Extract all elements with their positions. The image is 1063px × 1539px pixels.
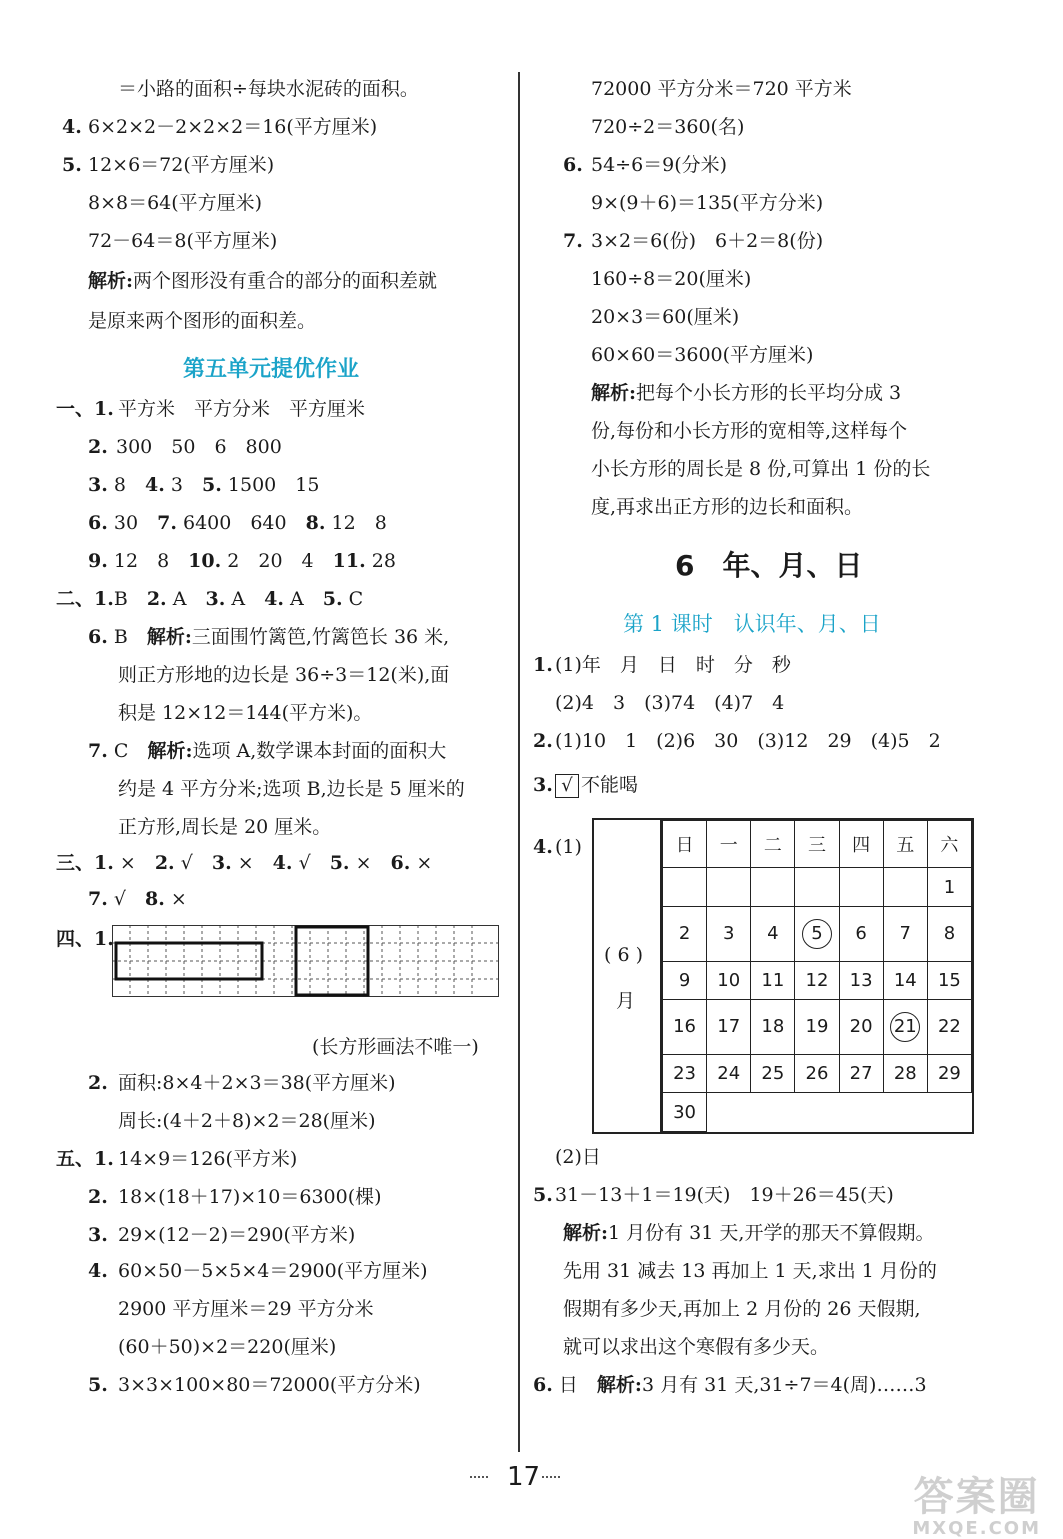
weekday-header: 六 [927,821,971,868]
weekday-header: 五 [883,821,927,868]
item-number: 2. [88,436,108,458]
answer: 30 [113,512,139,534]
calendar-month-number: ( 6 ) [604,944,643,966]
weekday-header: 四 [839,821,883,868]
weekday-header: 二 [751,821,795,868]
answer: 1500 15 [227,474,320,496]
text-line: 约是 4 平方分米;选项 B,边长是 5 厘米的 [118,778,465,800]
text-line: 14×9＝126(平方米) [118,1148,298,1170]
item-number: 2. [88,1072,108,1094]
text-line: 度,再求出正方形的边长和面积。 [591,496,864,518]
text-line: 8×8＝64(平方厘米) [88,192,263,214]
calendar-week-row [663,1054,972,1093]
empty-cell [795,1093,839,1132]
day-cell: 15 [927,961,971,1000]
text-line: 3×3×100×80＝72000(平方分米) [118,1374,421,1396]
day-cell [839,868,883,907]
analysis-text: 3 月有 31 天,31÷7＝4(周)……3 [641,1374,927,1396]
analysis-text: 三面围竹篱笆,竹篱笆长 36 米, [191,626,450,648]
day-cell: 30 [663,1093,707,1132]
item-number: 6. [88,512,108,534]
item-number: 4. [62,116,82,138]
circled-day: 5 [802,919,832,949]
chapter-title: 6 年、月、日 [675,549,863,582]
item-number: 2. [88,1186,108,1208]
item-number: 5. [88,1374,108,1396]
text-line: 周长:(4＋2＋8)×2＝28(厘米) [118,1110,376,1132]
answer: × [119,852,136,874]
text-line: 60×50－5×5×4＝2900(平方厘米) [118,1260,428,1282]
day-cell: 1 [927,868,971,907]
answer: B [113,626,128,648]
answer: √ [180,852,193,874]
text-line: 72－64＝8(平方厘米) [88,230,278,252]
item-number: 2. [146,588,167,610]
watermark-text: 答案圈 [913,1474,1040,1520]
answer: B [113,588,128,610]
analysis-text: 两个图形没有重合的部分的面积差就 [133,270,438,292]
day-cell [707,868,751,907]
day-cell: 7 [883,907,927,961]
empty-cell [707,1093,751,1132]
analysis-label: 解析: [146,626,192,648]
day-cell: 13 [839,961,883,1000]
text-line: 是原来两个图形的面积差。 [88,310,317,332]
day-cell: 28 [883,1054,927,1093]
calendar-week-row [663,961,972,1000]
item-number: 8. [305,512,326,534]
day-cell: 27 [839,1054,883,1093]
answer: A [231,588,246,610]
analysis-text: 1 月份有 31 天,开学的那天不算假期。 [608,1222,935,1244]
answer: 6400 640 [182,512,287,534]
day-cell: 22 [927,1000,971,1054]
calendar [592,818,974,1134]
day-cell: 12 [795,961,839,1000]
empty-cell [839,1093,883,1132]
section-number: 四、1. [56,928,114,950]
text-line: (2)日 [555,1146,601,1168]
item-number: 2. [154,852,175,874]
text-line: (1)10 1 (2)6 30 (3)12 29 (4)5 2 [555,730,941,752]
answer: 2 20 4 [227,550,314,572]
answer: 28 [371,550,396,572]
answer: × [355,852,372,874]
day-cell: 16 [663,1000,707,1054]
day-cell: 2 [663,907,707,961]
calendar-week-row [663,1093,972,1132]
circled-day: 21 [890,1012,920,1042]
calendar-week-row [663,1000,972,1054]
item-number: 6. [88,626,108,648]
item-number: 7. [563,230,583,252]
answer: A [290,588,304,610]
day-cell: 8 [927,907,971,961]
answer: √ [298,852,311,874]
text-line: 720÷2＝360(名) [591,116,745,138]
day-cell: 9 [663,961,707,1000]
footer-ornament [470,1476,488,1478]
weekday-header: 日 [663,821,707,868]
empty-cell [927,1093,971,1132]
item-number: 10. [188,550,222,572]
item-number: 4. [88,1260,108,1282]
weekday-header: 三 [795,821,839,868]
text-line: 160÷8＝20(厘米) [591,268,752,290]
day-cell: 23 [663,1054,707,1093]
answer: 3 [170,474,183,496]
text-line: 则正方形地的边长是 36÷3＝12(米),面 [118,664,450,686]
analysis [88,268,437,294]
day-cell: 25 [751,1054,795,1093]
footer-ornament [542,1476,560,1478]
answer-row [88,472,319,498]
item-number: 3. [88,1224,108,1246]
text-line: 小长方形的周长是 8 份,可算出 1 份的长 [591,458,931,480]
day-cell-circled [795,907,839,961]
answer: A [172,588,187,610]
item-number: 7. [88,740,108,762]
day-cell [751,868,795,907]
day-cell: 17 [707,1000,751,1054]
item-number: 1. [533,654,553,676]
empty-cell [883,1093,927,1132]
answer-row [56,586,363,612]
page-number: 17 [507,1462,541,1492]
text-line: 平方米 平方分米 平方厘米 [118,398,366,420]
calendar-month-cell [594,820,662,1132]
analysis-text: 把每个小长方形的长平均分成 3 [636,382,902,404]
text-line: 29×(12－2)＝290(平方米) [118,1224,356,1246]
answer-row [88,510,387,536]
answer: 12 8 [113,550,170,572]
note: (长方形画法不唯一) [312,1036,479,1058]
analysis [563,1220,934,1246]
text-line: 54÷6＝9(分米) [591,154,728,176]
text-line: 假期有多少天,再加上 2 月份的 26 天假期, [563,1298,921,1320]
section-number: 三、1. [56,852,114,874]
answer-row [88,624,449,650]
item-number: 9. [88,550,108,572]
item-number: 6. [390,852,411,874]
section-number: 五、1. [56,1148,114,1170]
text-line: (60＋50)×2＝220(厘米) [118,1336,337,1358]
text-line: 20×3＝60(厘米) [591,306,740,328]
calendar-table [662,820,972,1132]
item-number: 5. [202,474,222,496]
analysis-label: 解析: [147,740,193,762]
text-line: 18×(18＋17)×10＝6300(棵) [118,1186,382,1208]
text-line: 60×60＝3600(平方厘米) [591,344,814,366]
calendar-month-unit: 月 [616,990,636,1012]
calendar-week-row [663,868,972,907]
watermark-url: MXQE.COM [912,1518,1041,1539]
calendar-week-row [663,907,972,961]
text-line: 6×2×2－2×2×2＝16(平方厘米) [88,116,378,138]
watermark-logo [912,1476,1041,1539]
item-number: 3. [88,474,108,496]
text-line: 份,每份和小长方形的宽相等,这样每个 [591,420,908,442]
item-number: 8. [145,888,165,910]
text-line: 72000 平方分米＝720 平方米 [591,78,852,100]
check-icon: √ [555,774,579,798]
day-cell-circled [883,1000,927,1054]
answer-row [88,738,446,764]
empty-cell [751,1093,795,1132]
answer-row [88,886,187,912]
item-number: 11. [332,550,366,572]
item-number: 3. [211,852,232,874]
answer: √ [113,888,126,910]
text-line: 正方形,周长是 20 厘米。 [118,816,332,838]
day-cell: 29 [927,1054,971,1093]
text-line: (1) [555,836,582,858]
text-line: 积是 12×12＝144(平方米)。 [118,702,373,724]
text-line: 3×2＝6(份) 6＋2＝8(份) [591,230,824,252]
item-number: 5. [329,852,350,874]
day-cell: 4 [751,907,795,961]
text-line: (1)年 月 日 时 分 秒 [555,654,791,676]
text-line: 就可以求出这个寒假有多少天。 [563,1336,830,1358]
answer-row [88,548,396,574]
answer: C [348,588,364,610]
text-line: 先用 31 减去 13 再加上 1 天,求出 1 月份的 [563,1260,937,1282]
answer: × [237,852,254,874]
item-number: 5. [322,588,343,610]
item-number: 4. [533,836,553,858]
item-number: 7. [157,512,177,534]
item-number: 6. [563,154,583,176]
analysis-text: 选项 A,数学课本封面的面积大 [192,740,447,762]
text-line: 面积:8×4＋2×3＝38(平方厘米) [118,1072,396,1094]
section-number: 二、1. [56,588,114,610]
lesson-title: 第 1 课时 认识年、月、日 [623,612,881,636]
day-cell: 24 [707,1054,751,1093]
answer: C [113,740,129,762]
unit-title: 第五单元提优作业 [183,357,360,382]
answer: 日 [558,1374,578,1396]
item-number: 3. [205,588,226,610]
day-cell: 6 [839,907,883,961]
day-cell: 3 [707,907,751,961]
item-number: 6. [533,1374,553,1396]
answer: 8 [113,474,126,496]
item-number: 7. [88,888,108,910]
column-divider [518,72,520,1452]
item-number: 2. [533,730,553,752]
item-number: 3. [533,774,553,796]
text-line: 31－13＋1＝19(天) 19＋26＝45(天) [555,1184,894,1206]
text-line: 12×6＝72(平方厘米) [88,154,275,176]
analysis [591,380,901,406]
day-cell: 26 [795,1054,839,1093]
weekday-header: 一 [707,821,751,868]
answer-row [533,1372,927,1398]
answer: 12 8 [331,512,387,534]
item-number: 5. [533,1184,553,1206]
analysis-label: 解析: [563,1222,609,1244]
day-cell: 14 [883,961,927,1000]
answer: × [416,852,433,874]
grid-drawing [112,925,500,997]
text-line: 9×(9＋6)＝135(平方分米) [591,192,824,214]
text-line: ＝小路的面积÷每块水泥砖的面积。 [118,78,419,100]
calendar-grid [662,820,972,1132]
answer: 不能喝 [581,774,639,796]
text-line: 2900 平方厘米＝29 平方分米 [118,1298,374,1320]
item-number: 5. [62,154,82,176]
analysis-label: 解析: [596,1374,642,1396]
day-cell [795,868,839,907]
day-cell: 19 [795,1000,839,1054]
text-line: (2)4 3 (3)74 (4)7 4 [555,692,785,714]
text-line: 300 50 6 800 [116,436,282,458]
answer-row [555,772,638,798]
analysis-label: 解析: [88,270,134,292]
day-cell: 18 [751,1000,795,1054]
answer-row [56,850,432,876]
calendar-header-row [663,821,972,868]
analysis-label: 解析: [591,382,637,404]
item-number: 4. [264,588,284,610]
item-number: 4. [272,852,293,874]
day-cell: 11 [751,961,795,1000]
day-cell: 10 [707,961,751,1000]
day-cell [883,868,927,907]
day-cell: 20 [839,1000,883,1054]
section-number: 一、1. [56,398,114,420]
day-cell [663,868,707,907]
item-number: 4. [145,474,165,496]
answer: × [170,888,187,910]
